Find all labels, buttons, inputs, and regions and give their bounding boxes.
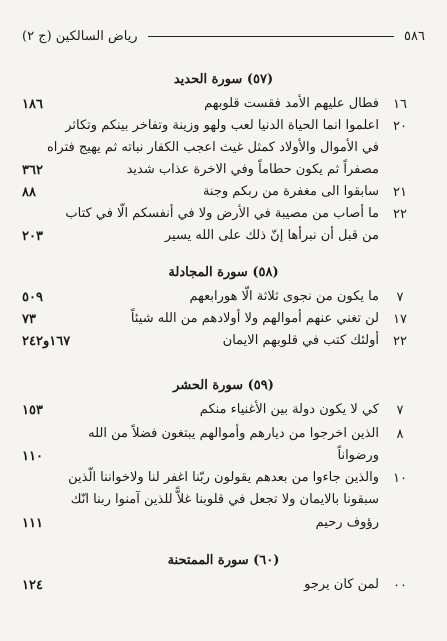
verse-text: أولئك كتب في قلوبهم الايمان <box>222 333 379 348</box>
verse-text: في الأموال والأولاد كمثل غيث اعجب الكفار نباته ثم يهيج فتراه <box>47 140 379 155</box>
index-row <box>0 401 447 423</box>
index-row <box>0 469 447 491</box>
book-title: رياض السالكين (ج ٢) <box>22 28 138 44</box>
page-ref: ٣٦٢ <box>22 163 43 178</box>
page-ref: ١٢٤ <box>22 578 43 593</box>
page-ref: ٧٣ <box>22 312 36 327</box>
page-ref: ١١٠ <box>22 449 43 464</box>
page-ref: ٥٠٩ <box>22 290 43 305</box>
index-row <box>0 576 447 598</box>
page-ref: ٢٠٣ <box>22 229 43 244</box>
section-heading-59: (٥٩) سورة الحشر <box>173 378 274 393</box>
index-row <box>0 205 447 227</box>
page-ref: ١١١ <box>22 516 43 531</box>
index-row <box>0 514 447 536</box>
verse-number: ٧ <box>396 403 404 418</box>
verse-text: كي لا يكون دولة بين الأغنياء منكم <box>199 402 379 417</box>
page-ref: ١٦٧و٢٤٢ <box>22 334 71 349</box>
index-row <box>0 491 447 513</box>
verse-number: ٨ <box>396 427 404 442</box>
index-row <box>0 183 447 205</box>
verse-number: ٢٢ <box>393 207 407 222</box>
verse-text: ما أصاب من مصيبة في الأرض ولا في أنفسكم الّا في كتاب <box>65 206 379 221</box>
index-row <box>0 425 447 447</box>
page-header <box>22 26 425 46</box>
index-row <box>0 161 447 183</box>
verse-number: ٢٢ <box>393 334 407 349</box>
verse-number: ١٧ <box>393 312 407 327</box>
verse-text: الذين اخرجوا من ديارهم وأموالهم يبتغون فضلاً من الله <box>88 426 379 441</box>
verse-number: ١٠ <box>393 471 407 486</box>
index-row <box>0 95 447 117</box>
verse-text: رؤوف رحيم <box>315 515 379 530</box>
verse-number: ٢١ <box>393 185 407 200</box>
verse-text: لن تغني عنهم أموالهم ولا أولادهم من الله شيئاً <box>130 311 379 326</box>
index-row <box>0 310 447 332</box>
page-ref: ٨٨ <box>22 185 36 200</box>
index-row <box>0 117 447 139</box>
verse-text: فطال عليهم الأمد فقست قلوبهم <box>204 96 379 111</box>
page-ref: ١٨٦ <box>22 97 43 112</box>
index-row <box>0 227 447 249</box>
verse-text: اعلموا انما الحياة الدنيا لعب ولهو وزينة وتفاخر بينكم وتكاثر <box>65 118 379 133</box>
verse-text: من قبل أن نبرأها إنّ ذلك على الله يسير <box>164 228 379 243</box>
index-row <box>0 139 447 161</box>
index-row <box>0 332 447 354</box>
page-ref: ١٥٣ <box>22 403 43 418</box>
index-row <box>0 447 447 469</box>
verse-text: ما يكون من نجوى ثلاثة الّا هورابعهم <box>189 289 379 304</box>
verse-text: مصفراً ثم يكون حطاماً وفي الاخرة عذاب شديد <box>126 162 379 177</box>
header-rule <box>148 36 394 37</box>
verse-text: ورضواناً <box>337 448 379 463</box>
section-heading-60: (٦٠) سورة الممتحنة <box>167 553 280 568</box>
verse-number: ٧ <box>396 290 404 305</box>
verse-text: سابقوا الى مغفرة من ربكم وجنة <box>202 184 379 199</box>
verse-number: ١٦ <box>393 97 407 112</box>
index-row <box>0 288 447 310</box>
section-heading-57: (٥٧) سورة الحديد <box>173 72 274 87</box>
verse-number: ٢٠ <box>393 119 407 134</box>
verse-text: سبقونا بالايمان ولا تجعل في قلوبنا غلاًّ للذين آمنوا ربنا انّك <box>70 492 379 507</box>
verse-number: ٠٠ <box>393 578 407 593</box>
verse-text: لمن كان يرجو <box>304 577 379 592</box>
page-number: ٥٨٦ <box>404 28 425 44</box>
section-heading-58: (٥٨) سورة المجادلة <box>168 265 279 280</box>
verse-text: والذين جاءوا من بعدهم يقولون ربّنا اغفر لنا ولاخواننا الّذين <box>68 470 379 485</box>
